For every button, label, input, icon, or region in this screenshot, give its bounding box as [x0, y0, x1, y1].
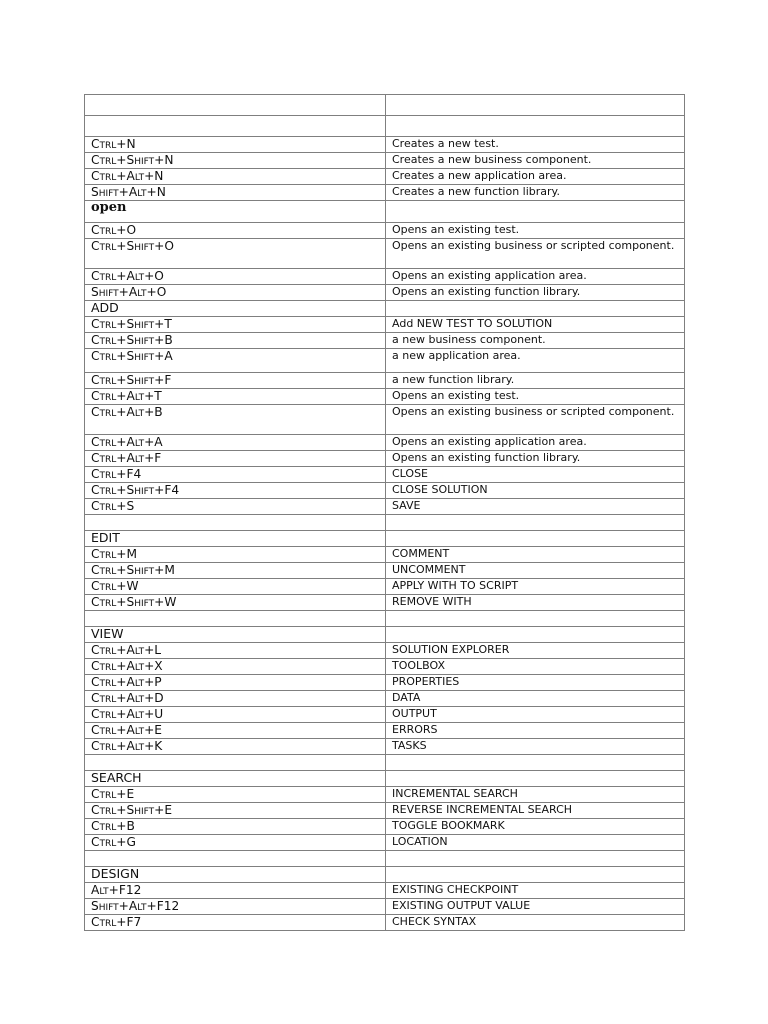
- section-heading: ADD: [85, 301, 386, 317]
- blank-row: [85, 95, 685, 116]
- shortcut-keys: Ctrl+Alt+N: [85, 169, 386, 185]
- shortcut-row: [85, 467, 685, 483]
- shortcut-keys: Ctrl+Shift+F: [85, 373, 386, 389]
- shortcut-keys: Ctrl+S: [85, 499, 386, 515]
- shortcut-keys: Ctrl+Alt+O: [85, 269, 386, 285]
- shortcut-keys: [85, 515, 386, 531]
- shortcut-description: [386, 611, 685, 627]
- shortcut-row: [85, 547, 685, 563]
- shortcut-description: COMMENT: [386, 547, 685, 563]
- shortcut-description: [386, 301, 685, 317]
- shortcut-keys: [85, 116, 386, 137]
- shortcut-description: LOCATION: [386, 835, 685, 851]
- shortcut-keys: Ctrl+F4: [85, 467, 386, 483]
- section-heading: EDIT: [85, 531, 386, 547]
- shortcut-description: a new business component.: [386, 333, 685, 349]
- shortcut-row: [85, 405, 685, 435]
- shortcut-description: Creates a new business component.: [386, 153, 685, 169]
- section-heading-row: [85, 201, 685, 223]
- shortcut-row: [85, 739, 685, 755]
- shortcut-row: [85, 223, 685, 239]
- shortcut-description: DATA: [386, 691, 685, 707]
- shortcut-row: [85, 435, 685, 451]
- shortcut-row: [85, 707, 685, 723]
- shortcut-row: [85, 349, 685, 373]
- shortcut-keys: Ctrl+W: [85, 579, 386, 595]
- shortcut-keys: Ctrl+Shift+B: [85, 333, 386, 349]
- shortcut-description: PROPERTIES: [386, 675, 685, 691]
- shortcut-row: [85, 915, 685, 931]
- shortcut-description: [386, 867, 685, 883]
- shortcut-keys: Ctrl+Shift+A: [85, 349, 386, 373]
- shortcut-row: [85, 835, 685, 851]
- shortcut-description: [386, 116, 685, 137]
- blank-row: [85, 611, 685, 627]
- shortcut-keys: Ctrl+G: [85, 835, 386, 851]
- shortcut-table: [84, 94, 685, 931]
- shortcut-row: [85, 239, 685, 269]
- shortcut-description: Opens an existing test.: [386, 389, 685, 405]
- shortcut-keys: Ctrl+Alt+B: [85, 405, 386, 435]
- shortcut-row: [85, 137, 685, 153]
- shortcut-row: [85, 285, 685, 301]
- shortcut-description: APPLY WITH TO SCRIPT: [386, 579, 685, 595]
- shortcut-keys: Ctrl+Shift+N: [85, 153, 386, 169]
- shortcut-description: ERRORS: [386, 723, 685, 739]
- shortcut-row: [85, 373, 685, 389]
- shortcut-keys: Ctrl+B: [85, 819, 386, 835]
- shortcut-description: [386, 201, 685, 223]
- section-heading-row: [85, 531, 685, 547]
- blank-row: [85, 515, 685, 531]
- shortcut-keys: Ctrl+Alt+F: [85, 451, 386, 467]
- section-heading: DESIGN: [85, 867, 386, 883]
- shortcut-keys: Ctrl+Shift+F4: [85, 483, 386, 499]
- shortcut-row: [85, 483, 685, 499]
- shortcut-description: REMOVE WITH: [386, 595, 685, 611]
- shortcut-keys: Ctrl+Alt+D: [85, 691, 386, 707]
- shortcut-description: TOGGLE BOOKMARK: [386, 819, 685, 835]
- shortcut-keys: [85, 755, 386, 771]
- shortcut-row: [85, 803, 685, 819]
- shortcut-description: INCREMENTAL SEARCH: [386, 787, 685, 803]
- shortcut-keys: Ctrl+F7: [85, 915, 386, 931]
- shortcut-description: EXISTING CHECKPOINT: [386, 883, 685, 899]
- shortcut-description: CLOSE SOLUTION: [386, 483, 685, 499]
- shortcut-description: [386, 771, 685, 787]
- shortcut-description: Opens an existing application area.: [386, 269, 685, 285]
- shortcut-description: [386, 531, 685, 547]
- shortcut-description: Opens an existing test.: [386, 223, 685, 239]
- shortcut-description: Add NEW TEST TO SOLUTION: [386, 317, 685, 333]
- shortcut-keys: Ctrl+M: [85, 547, 386, 563]
- shortcut-description: TASKS: [386, 739, 685, 755]
- blank-row: [85, 851, 685, 867]
- shortcut-description: REVERSE INCREMENTAL SEARCH: [386, 803, 685, 819]
- shortcut-description: TOOLBOX: [386, 659, 685, 675]
- shortcut-keys: Ctrl+Alt+E: [85, 723, 386, 739]
- shortcut-row: [85, 499, 685, 515]
- shortcut-keys: [85, 851, 386, 867]
- section-heading-row: [85, 627, 685, 643]
- shortcut-keys: Ctrl+Alt+U: [85, 707, 386, 723]
- section-heading-row: [85, 867, 685, 883]
- shortcut-row: [85, 333, 685, 349]
- shortcut-row: [85, 899, 685, 915]
- shortcut-keys: Ctrl+E: [85, 787, 386, 803]
- shortcut-description: UNCOMMENT: [386, 563, 685, 579]
- shortcut-keys: [85, 95, 386, 116]
- shortcut-keys: Ctrl+Alt+P: [85, 675, 386, 691]
- shortcut-keys: Ctrl+Alt+T: [85, 389, 386, 405]
- shortcut-keys: Ctrl+N: [85, 137, 386, 153]
- shortcut-row: [85, 269, 685, 285]
- shortcut-row: [85, 723, 685, 739]
- shortcut-keys: Shift+Alt+O: [85, 285, 386, 301]
- shortcut-keys: Ctrl+Alt+A: [85, 435, 386, 451]
- shortcut-row: [85, 563, 685, 579]
- shortcut-description: a new function library.: [386, 373, 685, 389]
- shortcut-keys: Alt+F12: [85, 883, 386, 899]
- shortcut-keys: Ctrl+Alt+K: [85, 739, 386, 755]
- shortcut-keys: Ctrl+Shift+E: [85, 803, 386, 819]
- shortcut-keys: Ctrl+O: [85, 223, 386, 239]
- shortcut-row: [85, 389, 685, 405]
- shortcut-description: a new application area.: [386, 349, 685, 373]
- shortcut-description: SOLUTION EXPLORER: [386, 643, 685, 659]
- shortcut-description: [386, 851, 685, 867]
- shortcut-description: [386, 755, 685, 771]
- shortcut-description: [386, 515, 685, 531]
- shortcut-keys: Ctrl+Alt+X: [85, 659, 386, 675]
- shortcut-keys: [85, 611, 386, 627]
- shortcut-description: Opens an existing business or scripted component.: [386, 405, 685, 435]
- section-heading-row: [85, 301, 685, 317]
- section-heading: SEARCH: [85, 771, 386, 787]
- shortcut-keys: Ctrl+Shift+T: [85, 317, 386, 333]
- shortcut-description: OUTPUT: [386, 707, 685, 723]
- shortcut-row: [85, 579, 685, 595]
- shortcut-row: [85, 659, 685, 675]
- shortcut-row: [85, 185, 685, 201]
- shortcut-row: [85, 819, 685, 835]
- shortcut-description: [386, 627, 685, 643]
- shortcut-keys: Ctrl+Shift+M: [85, 563, 386, 579]
- section-heading: VIEW: [85, 627, 386, 643]
- shortcut-description: Opens an existing application area.: [386, 435, 685, 451]
- shortcut-description: [386, 95, 685, 116]
- shortcut-row: [85, 883, 685, 899]
- shortcut-description: SAVE: [386, 499, 685, 515]
- shortcut-row: [85, 691, 685, 707]
- shortcut-row: [85, 643, 685, 659]
- shortcut-row: [85, 675, 685, 691]
- shortcut-description: Opens an existing business or scripted component.: [386, 239, 685, 269]
- shortcut-keys: Ctrl+Shift+W: [85, 595, 386, 611]
- shortcut-keys: Shift+Alt+F12: [85, 899, 386, 915]
- blank-row: [85, 116, 685, 137]
- shortcut-row: [85, 153, 685, 169]
- shortcut-keys: Ctrl+Shift+O: [85, 239, 386, 269]
- shortcut-description: Creates a new function library.: [386, 185, 685, 201]
- shortcut-row: [85, 317, 685, 333]
- shortcut-row: [85, 595, 685, 611]
- section-heading-row: [85, 771, 685, 787]
- section-heading: open: [85, 201, 386, 223]
- shortcut-row: [85, 787, 685, 803]
- shortcut-description: Opens an existing function library.: [386, 285, 685, 301]
- shortcut-description: Opens an existing function library.: [386, 451, 685, 467]
- shortcut-description: Creates a new application area.: [386, 169, 685, 185]
- shortcut-keys: Shift+Alt+N: [85, 185, 386, 201]
- blank-row: [85, 755, 685, 771]
- shortcut-description: Creates a new test.: [386, 137, 685, 153]
- shortcut-keys: Ctrl+Alt+L: [85, 643, 386, 659]
- shortcut-description: CHECK SYNTAX: [386, 915, 685, 931]
- shortcut-row: [85, 169, 685, 185]
- shortcut-row: [85, 451, 685, 467]
- shortcut-description: EXISTING OUTPUT VALUE: [386, 899, 685, 915]
- shortcut-description: CLOSE: [386, 467, 685, 483]
